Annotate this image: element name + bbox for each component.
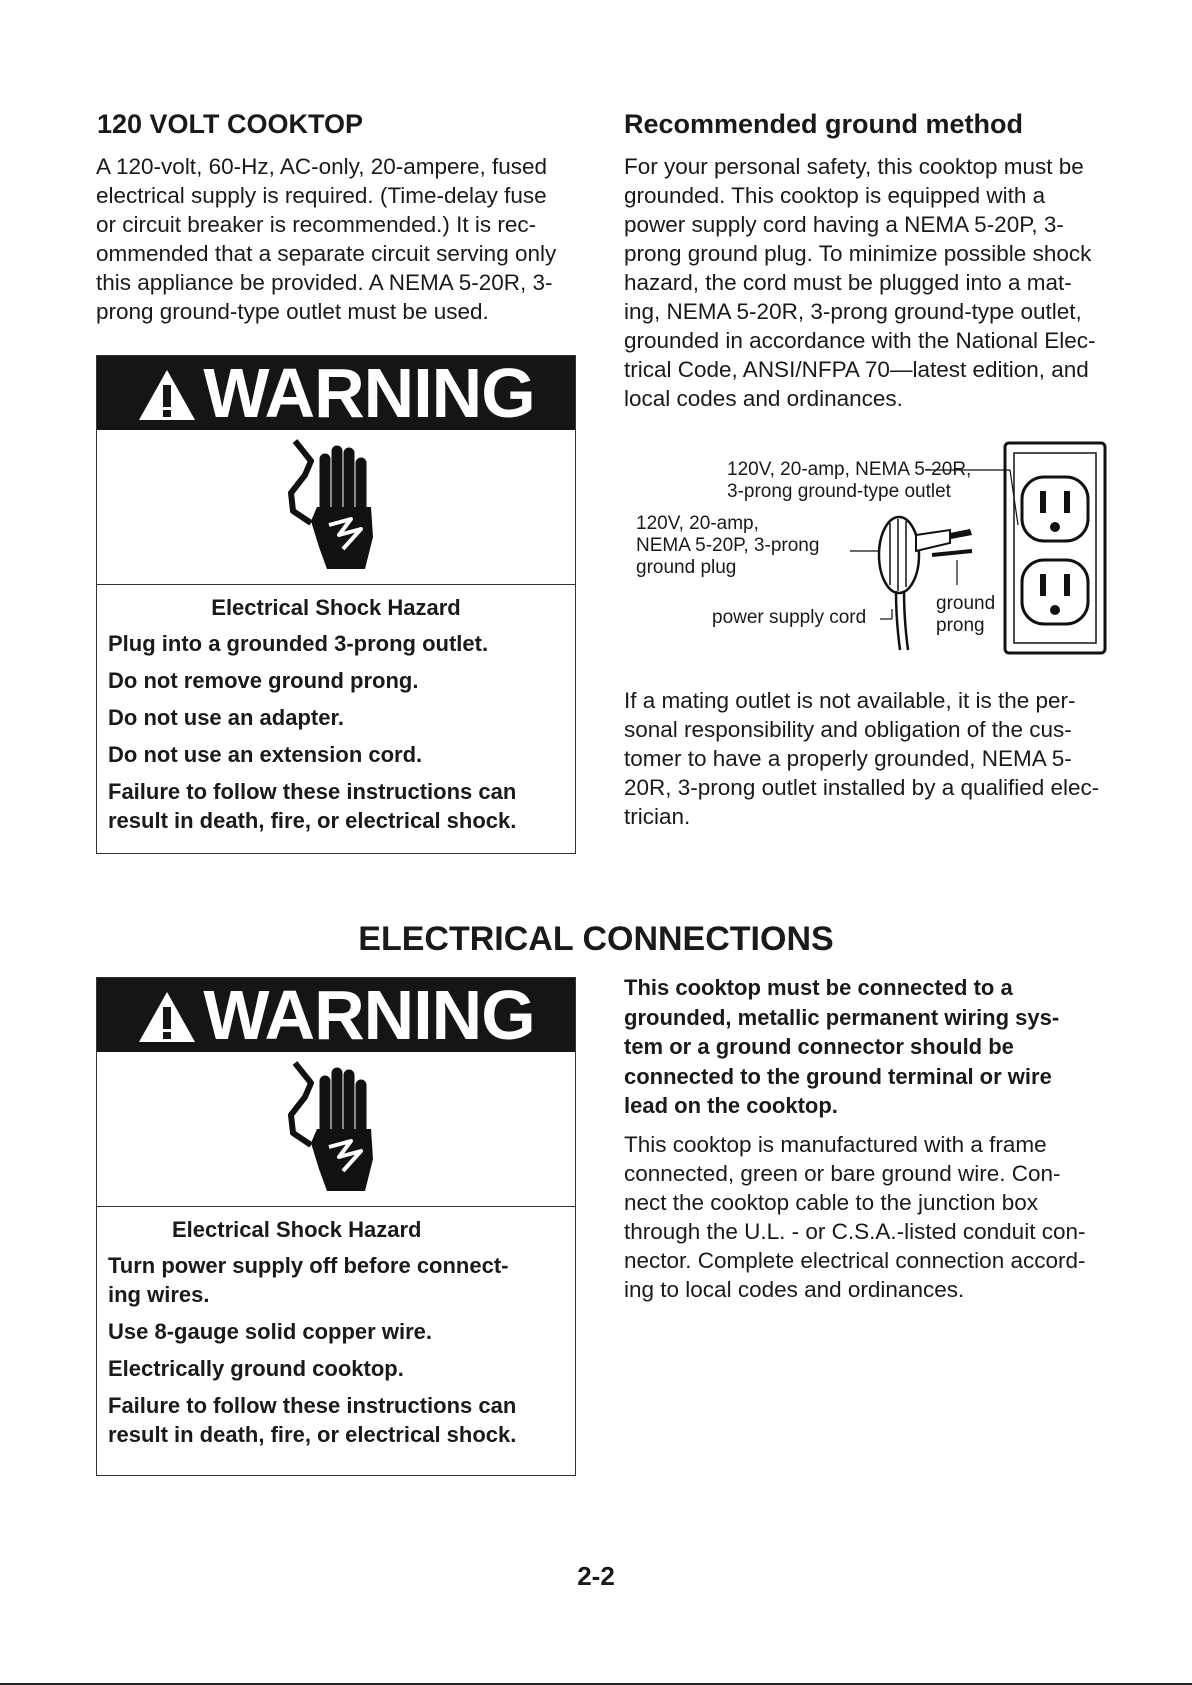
warning-instruction: Turn power supply off before connect- <box>108 1253 509 1278</box>
warning-consequence: Failure to follow these instructions can <box>108 1393 517 1418</box>
ground-prong-label: ground prong <box>936 593 996 636</box>
text-line: power supply cord having a NEMA 5-20P, 3- <box>624 212 1064 237</box>
warning-box-ground-plug <box>96 355 576 854</box>
shock-hazard-pictogram <box>97 1052 575 1207</box>
warning-triangle-icon <box>137 990 197 1044</box>
section-heading-120-volt: 120 VOLT COOKTOP <box>97 109 364 139</box>
text-line: For your personal safety, this cooktop must be <box>624 154 1084 179</box>
text-line: electrical supply is required. (Time-delay fuse <box>96 183 547 208</box>
plug-outlet-diagram <box>620 435 1110 660</box>
shock-hazard-pictogram <box>97 430 575 585</box>
hazard-title: Electrical Shock Hazard <box>211 595 461 620</box>
outlet-label: 120V, 20-amp, NEMA 5-20R, 3-prong ground-type outlet <box>727 459 972 502</box>
text-line: this appliance be provided. A NEMA 5-20R, 3- <box>96 270 553 295</box>
text-line: nect the cooktop cable to the junction box <box>624 1190 1039 1215</box>
page-number: 2-2 <box>577 1561 615 1591</box>
paragraph-120-volt <box>96 152 575 326</box>
text-line: nector. Complete electrical connection accord- <box>624 1248 1086 1273</box>
warning-consequence: result in death, fire, or electrical shock. <box>108 1422 517 1447</box>
text-line: trician. <box>624 804 691 829</box>
warning-box-wiring <box>96 977 576 1476</box>
warning-instruction: Do not use an adapter. <box>108 705 344 730</box>
warning-instruction: Use 8-gauge solid copper wire. <box>108 1319 432 1344</box>
paragraph-ground-method <box>624 152 1104 413</box>
electric-shock-hand-icon <box>281 1059 391 1199</box>
paragraph-mating-outlet <box>624 686 1104 831</box>
electric-shock-hand-icon <box>281 437 391 577</box>
text-line: This cooktop must be connected to a <box>624 975 1013 1000</box>
text-line: grounded, metallic permanent wiring sys- <box>624 1004 1060 1030</box>
text-line: ing, NEMA 5-20R, 3-prong ground-type outlet, <box>624 299 1082 324</box>
plug-label: 120V, 20-amp, NEMA 5-20P, 3-prong ground plug <box>636 513 820 578</box>
text-line: tem or a ground connector should be <box>624 1034 1014 1059</box>
warning-consequence: Failure to follow these instructions can <box>108 779 517 804</box>
text-line: If a mating outlet is not available, it is the per- <box>624 688 1076 713</box>
warning-title: WARNING <box>203 354 535 432</box>
warning-text <box>97 1207 575 1449</box>
hazard-title: Electrical Shock Hazard <box>172 1217 422 1242</box>
warning-instruction: Electrically ground cooktop. <box>108 1356 404 1381</box>
text-line: 20R, 3-prong outlet installed by a qualified elec- <box>624 775 1100 800</box>
warning-header <box>97 978 575 1052</box>
text-line: grounded. This cooktop is equipped with a <box>624 183 1046 208</box>
text-line: through the U.L. - or C.S.A.-listed conduit con- <box>624 1219 1086 1244</box>
text-line: A 120-volt, 60-Hz, AC-only, 20-ampere, fused <box>96 154 548 179</box>
text-line: local codes and ordinances. <box>624 386 903 411</box>
text-line: prong ground plug. To minimize possible shock <box>624 241 1092 266</box>
text-line: hazard, the cord must be plugged into a mat- <box>624 270 1072 295</box>
warning-instruction: Plug into a grounded 3-prong outlet. <box>108 631 489 656</box>
text-line: connected, green or bare ground wire. Con- <box>624 1161 1061 1186</box>
paragraph-ground-wire <box>624 1130 1104 1304</box>
section-heading-ground-method: Recommended ground method <box>624 109 1024 139</box>
cord-label: power supply cord <box>712 607 867 628</box>
text-line: sonal responsibility and obligation of the cus- <box>624 717 1072 742</box>
warning-triangle-icon <box>137 368 197 422</box>
text-line: This cooktop is manufactured with a frame <box>624 1132 1047 1157</box>
text-line: connected to the ground terminal or wire <box>624 1063 1052 1089</box>
text-line: ommended that a separate circuit serving only <box>96 241 557 266</box>
text-line: grounded in accordance with the National Elec- <box>624 328 1096 353</box>
text-line: tomer to have a properly grounded, NEMA 5- <box>624 746 1072 771</box>
warning-instruction: ing wires. <box>108 1282 210 1307</box>
paragraph-grounding-requirement <box>624 973 1104 1121</box>
electrical-connections-title: ELECTRICAL CONNECTIONS <box>358 920 834 958</box>
text-line: prong ground-type outlet must be used. <box>96 299 489 324</box>
text-line: ing to local codes and ordinances. <box>624 1277 965 1302</box>
warning-title: WARNING <box>203 976 535 1054</box>
text-line: lead on the cooktop. <box>624 1093 838 1118</box>
warning-header <box>97 356 575 430</box>
text-line: trical Code, ANSI/NFPA 70—latest edition, and <box>624 357 1089 382</box>
warning-consequence: result in death, fire, or electrical shock. <box>108 808 517 833</box>
warning-instruction: Do not remove ground prong. <box>108 668 419 693</box>
text-line: or circuit breaker is recommended.) It is rec- <box>96 212 537 237</box>
warning-instruction: Do not use an extension cord. <box>108 742 423 767</box>
warning-text <box>97 585 575 835</box>
